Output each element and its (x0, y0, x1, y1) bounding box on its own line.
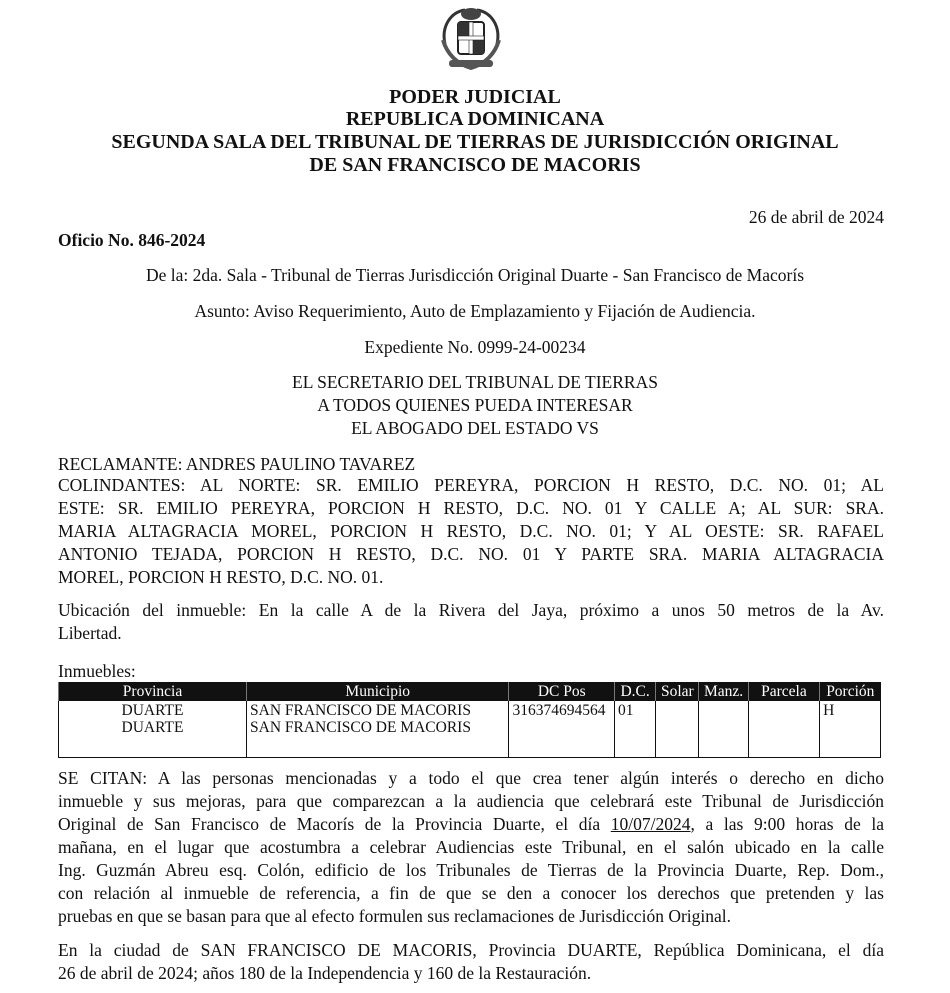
col-header-porcion: Porción (820, 682, 881, 701)
colindantes-line: ESTE: SR. EMILIO PEREYRA, PORCION H RESTO, D.C. NO. 01 Y CALLE A; AL SUR: SRA. (58, 498, 884, 518)
ubicacion-line: Libertad. (58, 623, 122, 643)
col-header-parcela: Parcela (748, 682, 819, 701)
citan-line-part: Original de San Francisco de Macorís de la Provincia Duarte, el día (58, 814, 611, 834)
colindantes-paragraph (58, 474, 884, 589)
cell-dc: 01 (615, 701, 656, 758)
expediente-number: Expediente No. 0999-24-00234 (364, 337, 586, 357)
document-date: 26 de abril de 2024 (748, 207, 884, 227)
cell-manz (699, 701, 748, 758)
header-line-2: REPUBLICA DOMINICANA (345, 108, 605, 130)
citan-line: pruebas en que se basan para que al efecto formulen sus reclamaciones de Jurisdicción Original. (58, 906, 732, 926)
colindantes-line: ANTONIO TEJADA, PORCION H RESTO, D.C. NO. 01 Y PARTE SRA. MARIA ALTAGRACIA (58, 544, 884, 564)
cell-provincia (59, 701, 247, 758)
closing-line: 26 de abril de 2024; años 180 de la Independencia y 160 de la Restauración. (58, 963, 592, 983)
coat-of-arms-icon (435, 4, 507, 76)
citan-line: inmueble y sus mejoras, para que comparezcan a la audiencia que celebrará este Tribunal de Jurisdicción (58, 791, 884, 811)
citan-line: SE CITAN: A las personas mencionadas y a todo el que crea tener algún interés o derecho en dicho (58, 768, 884, 788)
closing-line: En la ciudad de SAN FRANCISCO DE MACORIS, Provincia DUARTE, República Dominicana, el día (58, 940, 884, 960)
from-line: De la: 2da. Sala - Tribunal de Tierras Jurisdicción Original Duarte - San Francisco de Macorís (145, 265, 805, 285)
subject-line: Asunto: Aviso Requerimiento, Auto de Emplazamiento y Fijación de Audiencia. (194, 301, 756, 321)
col-header-manz: Manz. (699, 682, 748, 701)
col-header-provincia: Provincia (59, 682, 247, 701)
citan-line: Ing. Guzmán Abreu esq. Colón, edificio de los Tribunales de Tierras de la Provincia Duarte, Rep. Dom., (58, 860, 884, 880)
cell-solar (656, 701, 699, 758)
ubicacion-paragraph (58, 599, 884, 645)
header-line-4: DE SAN FRANCISCO DE MACORIS (309, 154, 641, 176)
address-line-2: A TODOS QUIENES PUEDA INTERESAR (317, 395, 633, 415)
col-header-municipio: Municipio (247, 682, 509, 701)
citan-line-part: , a las 9:00 horas de la (690, 814, 884, 834)
closing-paragraph (58, 939, 884, 985)
col-header-solar: Solar (656, 682, 699, 701)
municipio-value: SAN FRANCISCO DE MACORIS (250, 702, 471, 719)
citan-line: con relación al inmueble de referencia, a fin de que se den a conocer los derechos que pretenden y las (58, 883, 884, 903)
header-line-3: SEGUNDA SALA DEL TRIBUNAL DE TIERRAS DE JURISDICCIÓN ORIGINAL (111, 131, 839, 153)
citan-line: mañana, en el lugar que acostumbra a celebrar Audiencias este Tribunal, en el salón ubicado en la calle (58, 837, 884, 857)
citan-paragraph (58, 767, 884, 928)
address-line-3: EL ABOGADO DEL ESTADO VS (351, 418, 599, 438)
inmuebles-table (58, 682, 881, 758)
municipio-value: SAN FRANCISCO DE MACORIS (250, 719, 471, 736)
cell-parcela (748, 701, 819, 758)
colindantes-line: MOREL, PORCION H RESTO, D.C. NO. 01. (58, 567, 384, 587)
address-line-1: EL SECRETARIO DEL TRIBUNAL DE TIERRAS (292, 372, 658, 392)
citan-line (58, 813, 884, 836)
header-line-1: PODER JUDICIAL (389, 86, 561, 108)
table-row (59, 701, 881, 758)
provincia-value: DUARTE (121, 719, 184, 736)
colindantes-line: MARIA ALTAGRACIA MOREL, PORCION H RESTO, D.C. NO. 01; Y AL OESTE: SR. RAFAEL (58, 521, 884, 541)
table-header-row (59, 682, 881, 701)
inmuebles-label: Inmuebles: (58, 661, 136, 681)
col-header-dc: D.C. (615, 682, 656, 701)
cell-porcion: H (820, 701, 881, 758)
hearing-date: 10/07/2024 (610, 814, 691, 834)
cell-municipio (247, 701, 509, 758)
provincia-value: DUARTE (121, 702, 184, 719)
reclamante: RECLAMANTE: ANDRES PAULINO TAVAREZ (58, 454, 416, 474)
ubicacion-line: Ubicación del inmueble: En la calle A de la Rivera del Jaya, próximo a unos 50 metros de la Av. (58, 600, 884, 620)
colindantes-line: COLINDANTES: AL NORTE: SR. EMILIO PEREYRA, PORCION H RESTO, D.C. NO. 01; AL (58, 475, 884, 495)
col-header-dc-pos: DC Pos (509, 682, 615, 701)
cell-dc-pos: 316374694564 (509, 701, 615, 758)
oficio-number: Oficio No. 846-2024 (58, 230, 206, 250)
